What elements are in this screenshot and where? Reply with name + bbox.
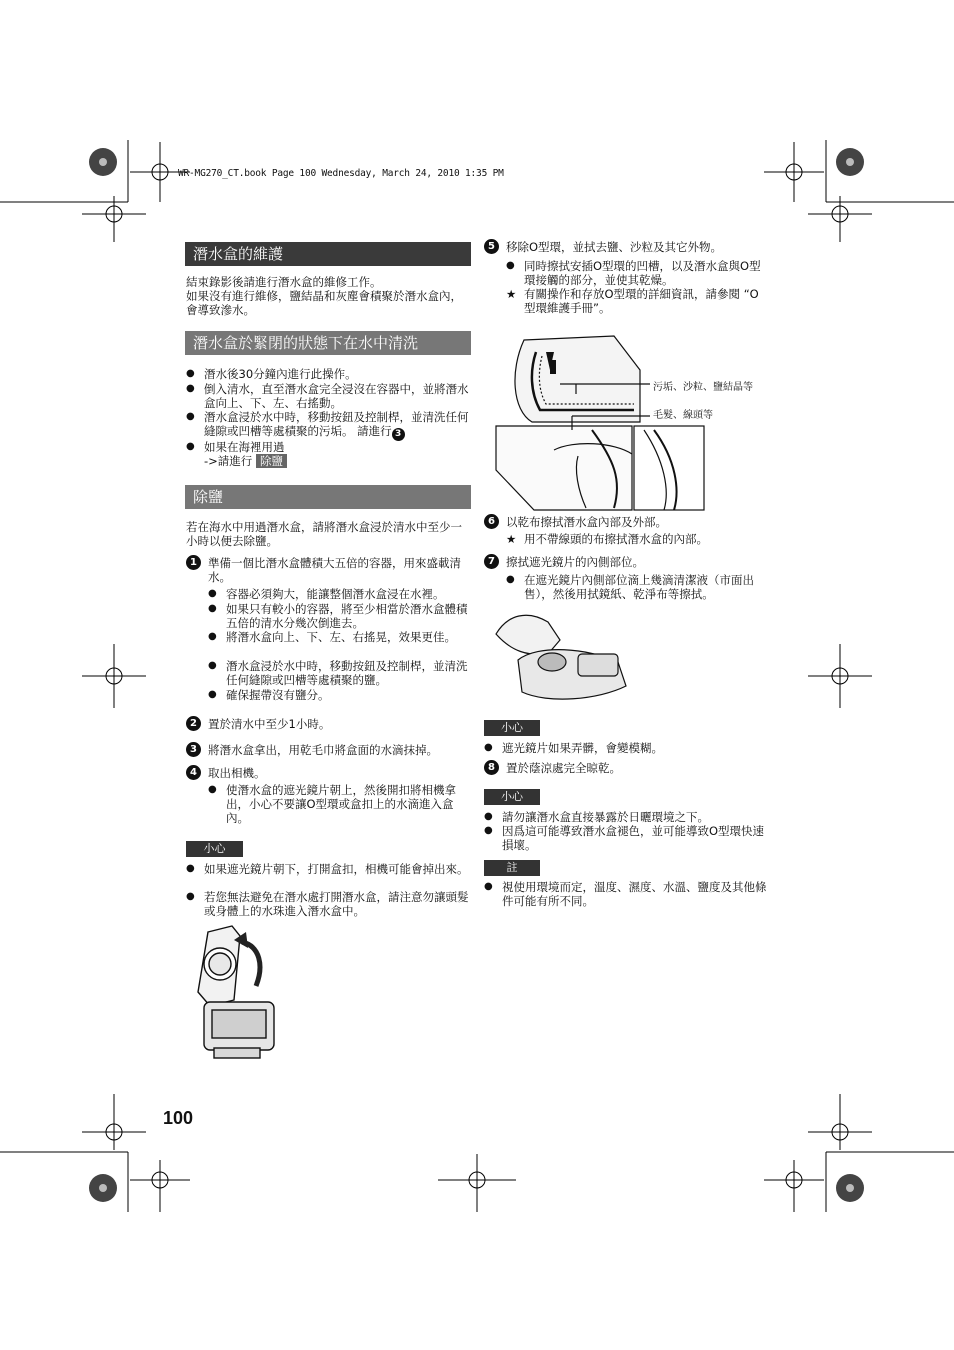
desalt-step-2: 2 置於清水中至少1小時。 bbox=[186, 717, 472, 731]
book-file-header: WR-MG270_CT.book Page 100 Wednesday, March 24, 2010 1:35 PM bbox=[178, 168, 504, 179]
section-title-desalt: 除鹽 bbox=[185, 485, 471, 509]
lens-cleaning-illustration bbox=[488, 604, 638, 714]
step4-bullet-1: ● 使潛水盒的遮光鏡片朝上，然後開扣將相機拿出，小心不要讓O型環或盒扣上的水滴進入盒內。 bbox=[208, 783, 472, 825]
wash-bullet-2: ● 倒入清水，直至潛水盒完全浸沒在容器中，並將潛水盒向上、下、左、右搖動。 bbox=[186, 382, 472, 410]
desalt-step-3: 3 將潛水盒拿出，用乾毛巾將盒面的水滴抹掉。 bbox=[186, 743, 472, 757]
step1-bullet-2: ● 如果只有較小的容器，將至少相當於潛水盒體積五倍的清水分幾次倒進去。 bbox=[208, 602, 472, 630]
desalt-step-1: 1 準備一個比潛水盒體積大五倍的容器，用來盛載清水。 bbox=[186, 556, 472, 584]
step5-bullet: ● 同時擦拭安插O型環的凹槽，以及潛水盒與O型環接觸的部分，並使其乾燥。 bbox=[506, 259, 769, 287]
caution2-bullet-2: ● 因爲這可能導致潛水盒褪色，並可能導致O型環快速損壞。 bbox=[484, 824, 769, 852]
callout-hair-lint: 毛髮、線頭等 bbox=[653, 410, 713, 421]
caution-left-bullet-2: ● 若您無法避免在潛水處打開潛水盒，請注意勿讓頭髮或身體上的水珠進入潛水盒中。 bbox=[186, 890, 472, 918]
page-number: 100 bbox=[163, 1108, 194, 1128]
caution-left-bullet-1: ● 如果遮光鏡片朝下，打開盒扣，相機可能會掉出來。 bbox=[186, 862, 472, 876]
caution2-bullet-1: ● 請勿讓潛水盒直接暴露於日曬環境之下。 bbox=[484, 810, 769, 824]
desalt-link[interactable]: 除鹽 bbox=[256, 454, 287, 468]
wash-bullet-3: ● 潛水盒浸於水中時，移動按鈕及控制桿，並清洗任何縫隙或凹槽等處積聚的污垢。 請進行 3 bbox=[186, 410, 472, 441]
note-bullet: ● 視使用環境而定，溫度、濕度、水溫、鹽度及其他條件可能有所不同。 bbox=[484, 880, 769, 908]
step6-star-note: ★ 用不帶線頭的布擦拭潛水盒的內部。 bbox=[506, 532, 708, 546]
step5-star-note: ★ 有關操作和存放O型環的詳細資訊，請參閱 “O型環維護手冊”。 bbox=[506, 287, 759, 315]
step7-bullet: ● 在遮光鏡片內側部位滴上幾滴清潔液（市面出售），然後用拭鏡紙、乾淨布等擦拭。 bbox=[506, 573, 769, 601]
wash-bullet-4: ● 如果在海裡用過 ->請進行 除鹽 bbox=[186, 440, 472, 468]
step1-bullet-5: ● 確保握帶沒有鹽分。 bbox=[208, 688, 472, 702]
caution-label-left: 小心 bbox=[186, 841, 243, 857]
callout-dirt-sand-salt: 污垢、沙粒、鹽結晶等 bbox=[653, 382, 753, 393]
step-7: 7 擦拭遮光鏡片的內側部位。 bbox=[484, 555, 769, 569]
note-label: 註 bbox=[484, 860, 540, 876]
desalt-step-4: 4 取出相機。 bbox=[186, 766, 472, 780]
caution-label-right-2: 小心 bbox=[484, 789, 540, 805]
housing-open-illustration bbox=[190, 922, 290, 1062]
step-8: 8 置於蔭涼處完全晾乾。 bbox=[484, 761, 769, 775]
section-title-wash-closed: 潛水盒於緊閉的狀態下在水中清洗 bbox=[185, 331, 471, 355]
caution-right-bullet: ● 遮光鏡片如果弄髒，會變模糊。 bbox=[484, 741, 769, 755]
step-6: 6 以乾布擦拭潛水盒內部及外部。 bbox=[484, 515, 769, 529]
section-title-maintenance: 潛水盒的維護 bbox=[185, 242, 471, 266]
desalt-intro: 若在海水中用過潛水盒，請將潛水盒浸於清水中至少一小時以便去除鹽。 bbox=[186, 520, 462, 548]
step1-bullet-1: ● 容器必須夠大，能讓整個潛水盒浸在水裡。 bbox=[208, 587, 472, 601]
step-5: 5 移除O型環，並拭去鹽、沙粒及其它外物。 bbox=[484, 240, 769, 254]
step1-bullet-4: ● 潛水盒浸於水中時，移動按鈕及控制桿，並清洗任何縫隙或凹槽等處積聚的鹽。 bbox=[208, 659, 472, 687]
step-ref-3: 3 bbox=[392, 428, 405, 441]
maintenance-intro: 結束錄影後請進行潛水盒的維修工作。 如果沒有進行維修，鹽結晶和灰塵會積聚於潛水盒內，會導致滲水。 bbox=[186, 275, 462, 317]
wash-bullet-1: ● 潛水後30分鐘內進行此操作。 bbox=[186, 367, 472, 381]
step1-bullet-3: ● 將潛水盒向上、下、左、右搖晃，效果更佳。 bbox=[208, 630, 472, 644]
oring-groove-diagram bbox=[494, 330, 774, 520]
caution-label-right-1: 小心 bbox=[484, 720, 540, 736]
